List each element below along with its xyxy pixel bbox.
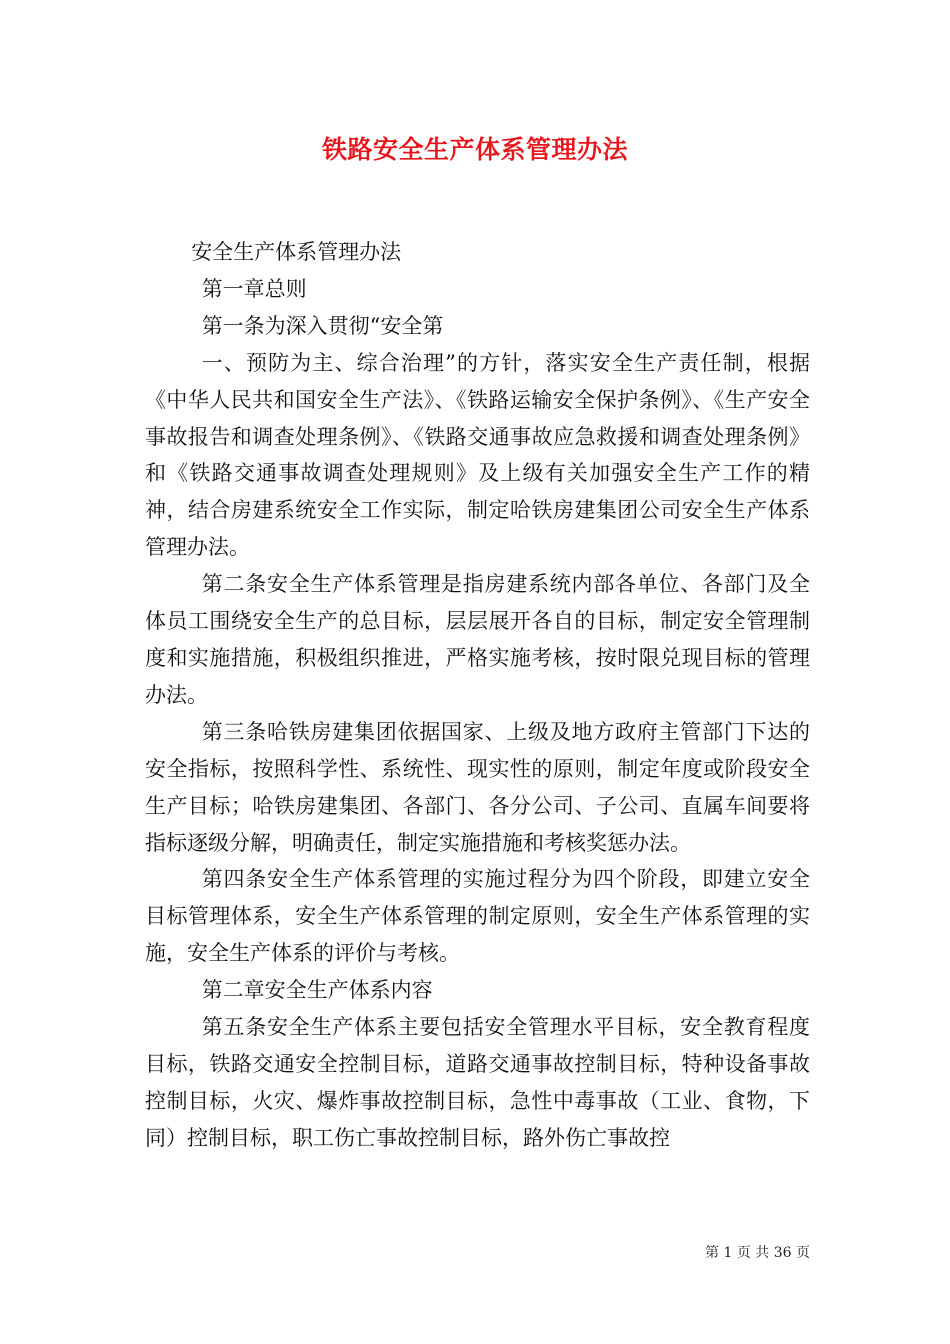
paragraph-article-3: 第三条哈铁房建集团依据国家、上级及地方政府主管部门下达的安全指标，按照科学性、系统性、现实性的原则，制定年度或阶段安全生产目标；哈铁房建集团、各部门、各分公司、子公司、直属车间要将指标逐级分解，明确责任，制定实施措施和考核奖惩办法。: [145, 719, 810, 855]
document-body: [145, 234, 810, 1157]
document-title: 铁路安全生产体系管理办法: [321, 135, 628, 164]
paragraph-subtitle: 安全生产体系管理办法: [191, 240, 402, 264]
paragraph-article-5: 第五条安全生产体系主要包括安全管理水平目标，安全教育程度目标，铁路交通安全控制目标，道路交通事故控制目标，特种设备事故控制目标，火灾、爆炸事故控制目标，急性中毒事故（工业、食物，下同）控制目标，职工伤亡事故控制目标，路外伤亡事故控: [145, 1015, 810, 1150]
paragraph-article-4: 第四条安全生产体系管理的实施过程分为四个阶段，即建立安全目标管理体系，安全生产体系管理的制定原则，安全生产体系管理的实施，安全生产体系的评价与考核。: [145, 867, 810, 966]
paragraph-article-1-start: 第一条为深入贯彻“安全第: [201, 313, 444, 338]
paragraph-chapter-2: 第二章安全生产体系内容: [201, 978, 433, 1003]
paragraph-chapter-1: 第一章总则: [201, 276, 307, 301]
paragraph-article-1-body: 一、预防为主、综合治理”的方针，落实安全生产责任制，根据《中华人民共和国安全生产法》、《铁路运输安全保护条例》、《生产安全事故报告和调查处理条例》、《铁路交通事故应急救援和调查处理条例》和《铁路交通事故调查处理规则》及上级有关加强安全生产工作的精神，结合房建系统安全工作实际，制定哈铁房建集团公司安全生产体系管理办法。: [145, 350, 810, 560]
paragraph-article-2: 第二条安全生产体系管理是指房建系统内部各单位、各部门及全体员工围绕安全生产的总目标，层层展开各自的目标，制定安全管理制度和实施措施，积极组织推进，严格实施考核，按时限兑现目标的管理办法。: [145, 572, 810, 707]
page-number: 第 1 页 共 36 页: [705, 1245, 810, 1261]
